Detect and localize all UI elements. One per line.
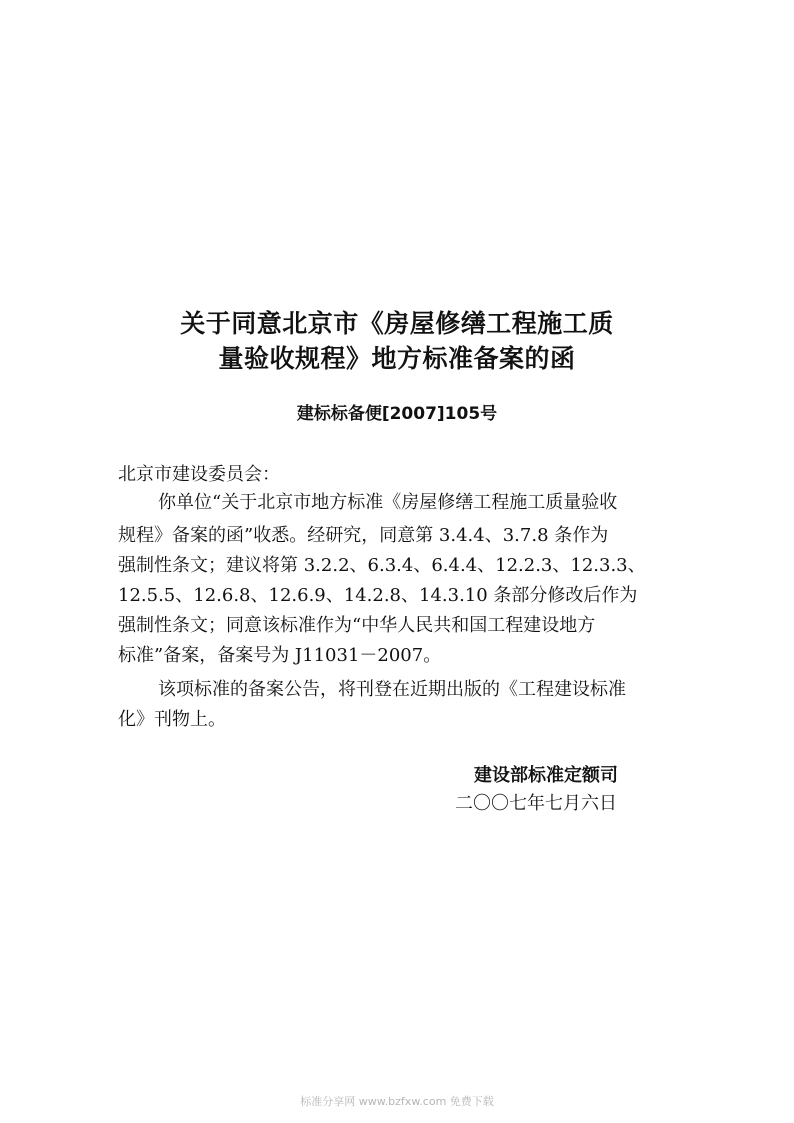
signature-date: 二〇〇七年七月六日	[455, 793, 617, 814]
body-line: 规程》备案的函”收悉。经研究，同意第 3.4.4、3.7.8 条作为	[118, 525, 609, 546]
document-title-line-1: 关于同意北京市《房屋修缮工程施工质	[180, 309, 614, 338]
body-line: 12.5.5、12.6.8、12.6.9、14.2.8、14.3.10 条部分修改后作为	[118, 585, 638, 606]
footer-watermark: 标准分享网 www.bzfxw.com 免费下载	[300, 1095, 494, 1108]
body-line: 强制性条文；同意该标准作为“中华人民共和国工程建设地方	[118, 615, 596, 636]
body-line: 化》刊物上。	[118, 709, 226, 730]
body-line: 强制性条文；建议将第 3.2.2、6.3.4、6.4.4、12.2.3、12.3.3、	[118, 555, 646, 576]
body-line: 你单位“关于北京市地方标准《房屋修缮工程施工质量验收	[158, 492, 618, 513]
body-line: 该项标准的备案公告，将刊登在近期出版的《工程建设标准	[158, 679, 626, 700]
signer: 建设部标准定额司	[474, 765, 618, 786]
document-title-line-2: 量验收规程》地方标准备案的函	[218, 344, 576, 373]
body-line: 标准”备案，备案号为 J11031－2007。	[118, 645, 442, 666]
document-number: 建标标备便[2007]105号	[296, 404, 498, 424]
addressee: 北京市建设委员会：	[118, 464, 280, 485]
